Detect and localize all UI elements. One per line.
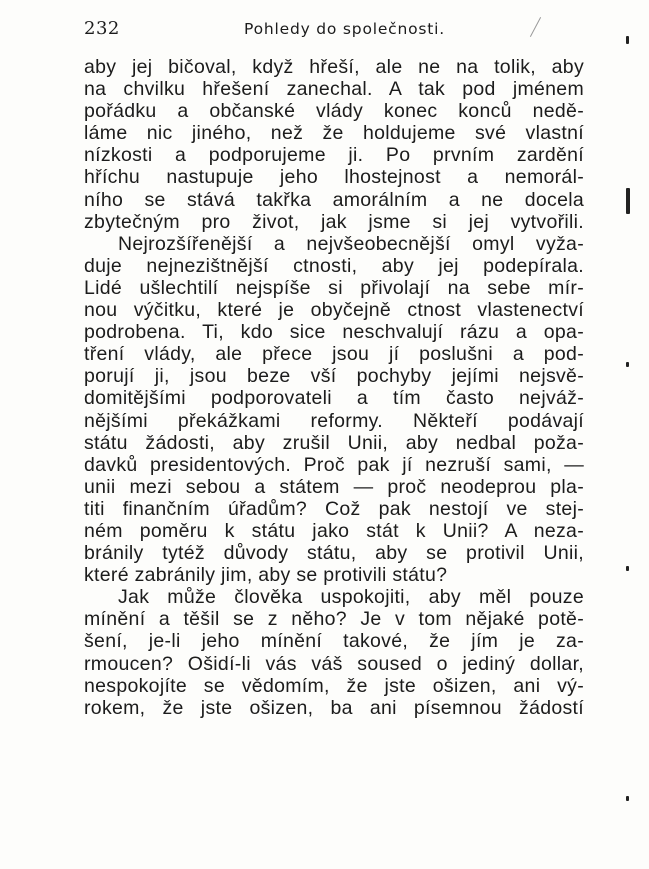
text-line: aby jej bičoval, když hřeší, ale ne na tolik, aby xyxy=(84,56,584,78)
paragraph-first-line: Nejrozšířenější a nejvšeobecnější omyl vyža- xyxy=(118,232,584,255)
text-line: titi finančním úřadům? Což pak nestojí ve stej- xyxy=(84,497,584,520)
text-line: tření vlády, ale přece jsou jí poslušni a pod- xyxy=(84,343,584,366)
text-line: rokem, že jste ošizen, ba ani písemnou žádostí xyxy=(84,696,584,719)
text-line: unii mezi sebou a státem — proč neodeprou pla- xyxy=(84,475,584,498)
margin-mark xyxy=(626,36,629,44)
text-line: které zabránily jim, aby se protivili státu? xyxy=(84,564,448,587)
text-line: davků presidentových. Proč pak jí nezruší sami, — xyxy=(84,453,584,476)
margin-mark xyxy=(626,188,630,214)
text-line: mínění a těšil se z něho? Je v tom nějaké potě- xyxy=(84,608,584,631)
text-line: nespokojíte se vědomím, že jste ošizen, ani vý- xyxy=(84,674,584,697)
text-line: porují ji, jsou beze vší pochyby jejími nejsvě- xyxy=(84,365,584,388)
text-line: bránily tytéž důvody státu, aby se protivil Unii, xyxy=(84,542,584,565)
text-line: šení, je-li jeho mínění takové, že jím je za- xyxy=(84,630,584,653)
text-line: rmoucen? Ošidí-li vás váš soused o jediný dollar, xyxy=(84,652,584,675)
text-line: pořádku a občanské vlády konec konců nedě- xyxy=(84,100,584,123)
margin-mark xyxy=(626,566,629,571)
text-line: Lidé ušlechtilí nejspíše si přivolají na sebe mír- xyxy=(84,276,584,299)
page-header xyxy=(84,18,584,44)
text-line: ního se stává takřka amorálním a ne docela xyxy=(84,188,584,211)
paragraph-first-line: Jak může člověka uspokojiti, aby měl pouze xyxy=(118,586,584,609)
text-line: duje nejnezištnější ctnosti, aby jej podepírala. xyxy=(84,254,584,277)
page-number: 232 xyxy=(84,18,120,39)
text-line: domitějšími podporovateli a tím často nejváž- xyxy=(84,387,584,410)
text-line: ném poměru k státu jako stát k Unii? A neza- xyxy=(84,519,584,542)
text-line: státu žádosti, aby zrušil Unii, aby nedbal poža- xyxy=(84,431,584,454)
text-line: nízkosti a podporujeme ji. Po prvním zardění xyxy=(84,144,584,167)
margin-mark xyxy=(626,362,629,367)
text-line: nějšími překážkami reformy. Někteří podávají xyxy=(84,409,584,432)
text-line: láme nic jiného, než že holdujeme své vlastní xyxy=(84,122,584,145)
margin-mark xyxy=(626,796,629,801)
running-title: Pohledy do společnosti. xyxy=(244,20,445,38)
text-line: zbytečným pro život, jak jsme si jej vytvořili. xyxy=(84,210,584,233)
text-line: nou výčitku, které je obyčejně ctnost vlastenectví xyxy=(84,299,584,322)
body-text xyxy=(84,56,584,719)
text-line: hříchu nastupuje jeho lhostejnost a nemorál- xyxy=(84,166,584,189)
text-line: na chvilku hřešení zanechal. A tak pod jménem xyxy=(84,78,584,101)
text-line: podrobena. Ti, kdo sice neschvalují rázu a opa- xyxy=(84,321,584,344)
